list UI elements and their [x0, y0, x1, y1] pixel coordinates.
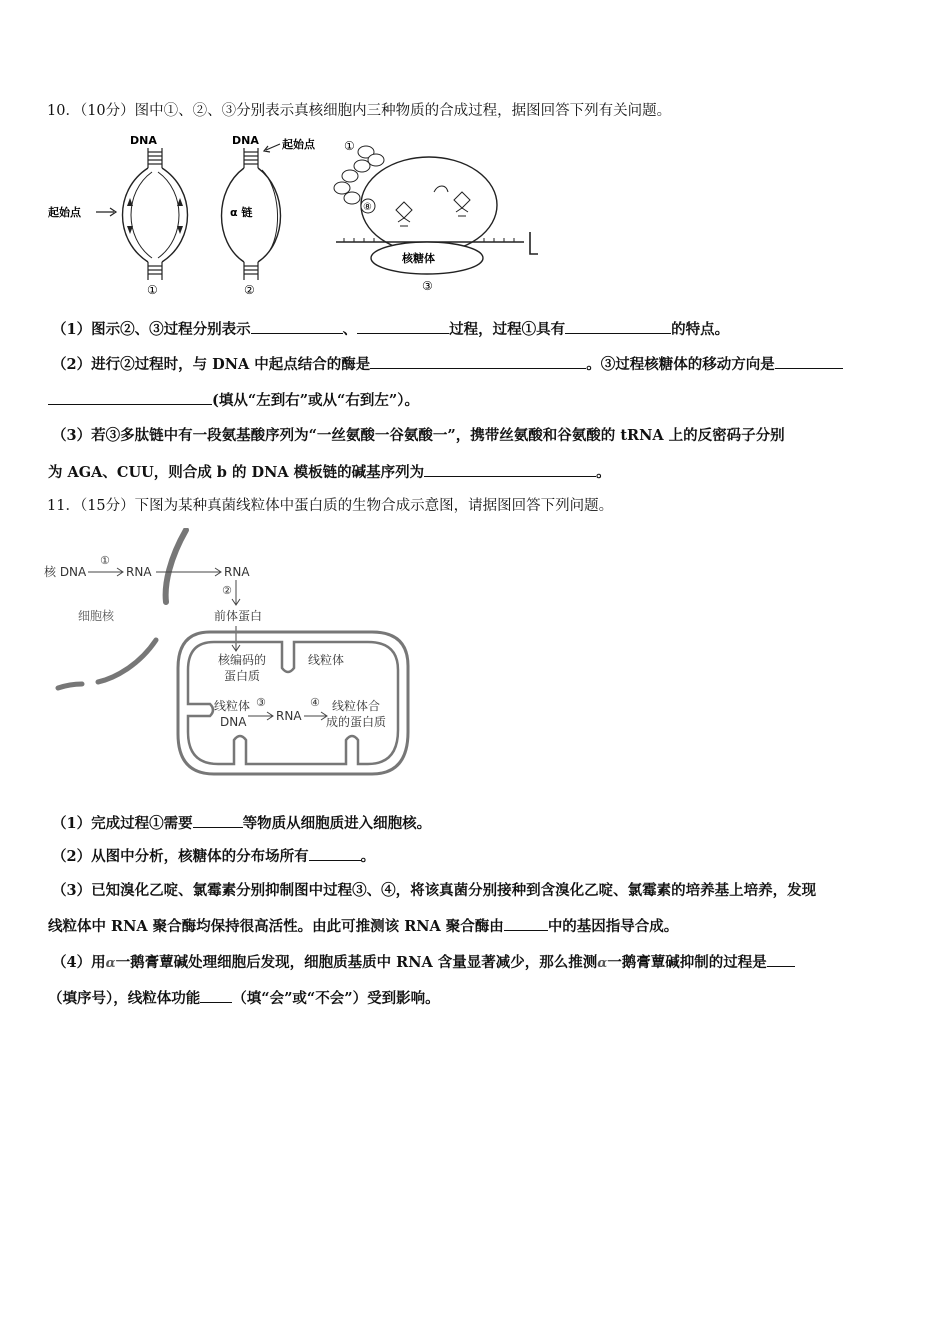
q11-part1	[52, 813, 431, 834]
q10-num-8: ⑧	[363, 202, 372, 213]
q11-rna-3: RNA	[276, 709, 302, 723]
dna-helix-top-1	[148, 148, 162, 168]
q11-part2	[52, 846, 375, 867]
q10-p3-c: 。	[596, 464, 611, 481]
q11-part4	[52, 952, 795, 974]
q10-p2-a: （2）进行②过程时，与 DNA 中起点结合的酶是	[52, 356, 371, 373]
q10-num-1: ①	[147, 283, 158, 297]
q10-p3-b: 为 AGA、CUU，则合成 b 的 DNA 模板链的碱基序列为	[48, 464, 425, 481]
q11-diagram	[42, 528, 422, 780]
q11-stem: 11．（15分）下图为某种真菌线粒体中蛋白质的生物合成示意图，请据图回答下列问题。	[47, 498, 614, 514]
q11-mito-label: 线粒体	[308, 653, 345, 667]
dna-helix-bottom-2	[244, 262, 258, 280]
q10-ribosome-label: 核糖体	[402, 252, 435, 265]
q11-p4-e: （填“会”或“不会”）受到影响。	[232, 990, 440, 1007]
q11-blank-2[interactable]	[309, 846, 361, 861]
q11-p3-b: 线粒体中 RNA 聚合酶均保持很高活性。由此可推测该 RNA 聚合酶由	[48, 918, 504, 935]
q11-step-2: ②	[222, 584, 232, 597]
q10-top-num-1: ①	[344, 139, 355, 153]
q10-blank-5[interactable]	[775, 354, 843, 369]
q11-p3-c: 中的基因指导合成。	[547, 918, 679, 935]
q11-blank-5[interactable]	[200, 988, 232, 1003]
q10-p1-d: 的特点。	[671, 321, 730, 338]
origin-arrow-icon	[96, 208, 116, 216]
q11-step-3: ③	[256, 696, 266, 709]
q11-p1-b: 等物质从细胞质进入细胞核。	[242, 815, 432, 832]
q11-rna-1: RNA	[126, 565, 152, 579]
nuclear-envelope	[166, 530, 186, 602]
q11-p2-a: （2）从图中分析，核糖体的分布场所有	[52, 848, 309, 865]
q11-nucleus-label: 细胞核	[78, 609, 115, 623]
alpha-symbol-1: α	[105, 956, 116, 971]
q11-mito-protein-2: 成的蛋白质	[326, 715, 387, 729]
q11-mito-dna-1: 线粒体	[214, 699, 251, 713]
ribosome-large-subunit	[361, 157, 497, 253]
q11-step-1: ①	[100, 554, 110, 567]
q11-part3-cont	[48, 916, 678, 937]
origin-top-arrow-icon	[264, 144, 280, 152]
q11-mito-dna-2: DNA	[220, 715, 247, 729]
dna-helix-bottom-1	[148, 262, 162, 280]
q10-p1-a: （1）图示②、③过程分别表示	[52, 321, 251, 338]
b-end-icon	[530, 232, 538, 254]
q11-nuclear-dna: 核 DNA	[44, 565, 87, 579]
q10-dna-label-2: DNA	[232, 134, 259, 147]
q10-origin-left: 起始点	[48, 206, 81, 219]
q10-p2-b: 。③过程核糖体的移动方向是	[586, 356, 775, 373]
q11-p4-a: （4）用	[52, 954, 106, 971]
q11-p2-b: 。	[360, 848, 376, 865]
q11-precursor: 前体蛋白	[214, 609, 263, 623]
q11-p1-a: （1）完成过程①需要	[52, 815, 193, 832]
q10-blank-4[interactable]	[370, 354, 586, 369]
q10-part2-cont	[48, 390, 419, 411]
q10-part3: （3）若③多肽链中有一段氨基酸序列为“一丝氨酸一谷氨酸一”，携带丝氨酸和谷氨酸的 tRNA 上的反密码子分别	[52, 427, 785, 444]
q10-blank-1[interactable]	[251, 319, 343, 334]
q10-num-3: ③	[422, 279, 433, 293]
q10-alpha-chain: α 链	[230, 206, 253, 219]
q10-blank-2[interactable]	[357, 319, 449, 334]
q10-num-2: ②	[244, 283, 255, 297]
q10-p2-c: (填从“左到右”或从“右到左”）。	[212, 392, 419, 409]
q11-step-4: ④	[310, 696, 320, 709]
q10-part1	[52, 319, 729, 340]
q11-rna-2: RNA	[224, 565, 250, 579]
alpha-symbol-2: α	[597, 956, 608, 971]
q11-blank-1[interactable]	[193, 813, 243, 828]
q11-part3: （3）已知溴化乙啶、氯霉素分别抑制图中过程③、④，将该真菌分别接种到含溴化乙啶、氯霉素的培养基上培养，发现	[52, 882, 817, 899]
q10-p1-c: 过程，过程①具有	[449, 321, 566, 338]
q11-mito-protein-1: 线粒体合	[332, 699, 381, 713]
replication-bubble	[123, 168, 188, 262]
q10-dna-label-1: DNA	[130, 134, 157, 147]
q11-part4-cont	[48, 988, 440, 1009]
q10-stem: 10．（10分）图中①、②、③分别表示真核细胞内三种物质的合成过程，据图回答下列有关问题。	[47, 103, 672, 119]
q11-p4-c: 一鹅膏蕈碱抑制的过程是	[607, 954, 767, 971]
q10-p1-b: 、	[342, 321, 358, 338]
q10-blank-3[interactable]	[565, 319, 671, 334]
q11-nuc-protein-2: 蛋白质	[224, 669, 261, 683]
q11-blank-3[interactable]	[504, 916, 548, 931]
q10-part2	[52, 354, 843, 375]
q11-nuc-protein-1: 核编码的	[218, 653, 267, 667]
q10-blank-5b[interactable]	[48, 390, 212, 405]
q10-blank-6[interactable]	[424, 462, 596, 477]
q11-p4-d: （填序号），线粒体功能	[48, 990, 201, 1007]
q10-origin-top: 起始点	[282, 138, 315, 151]
dna-helix-top-2	[244, 148, 258, 168]
q10-part3-cont	[48, 462, 611, 483]
q10-diagram	[44, 130, 554, 298]
q11-p4-b: 一鹅膏蕈碱处理细胞后发现，细胞质基质中 RNA 含量显著减少，那么推测	[115, 954, 598, 971]
q11-blank-4[interactable]	[767, 952, 795, 967]
